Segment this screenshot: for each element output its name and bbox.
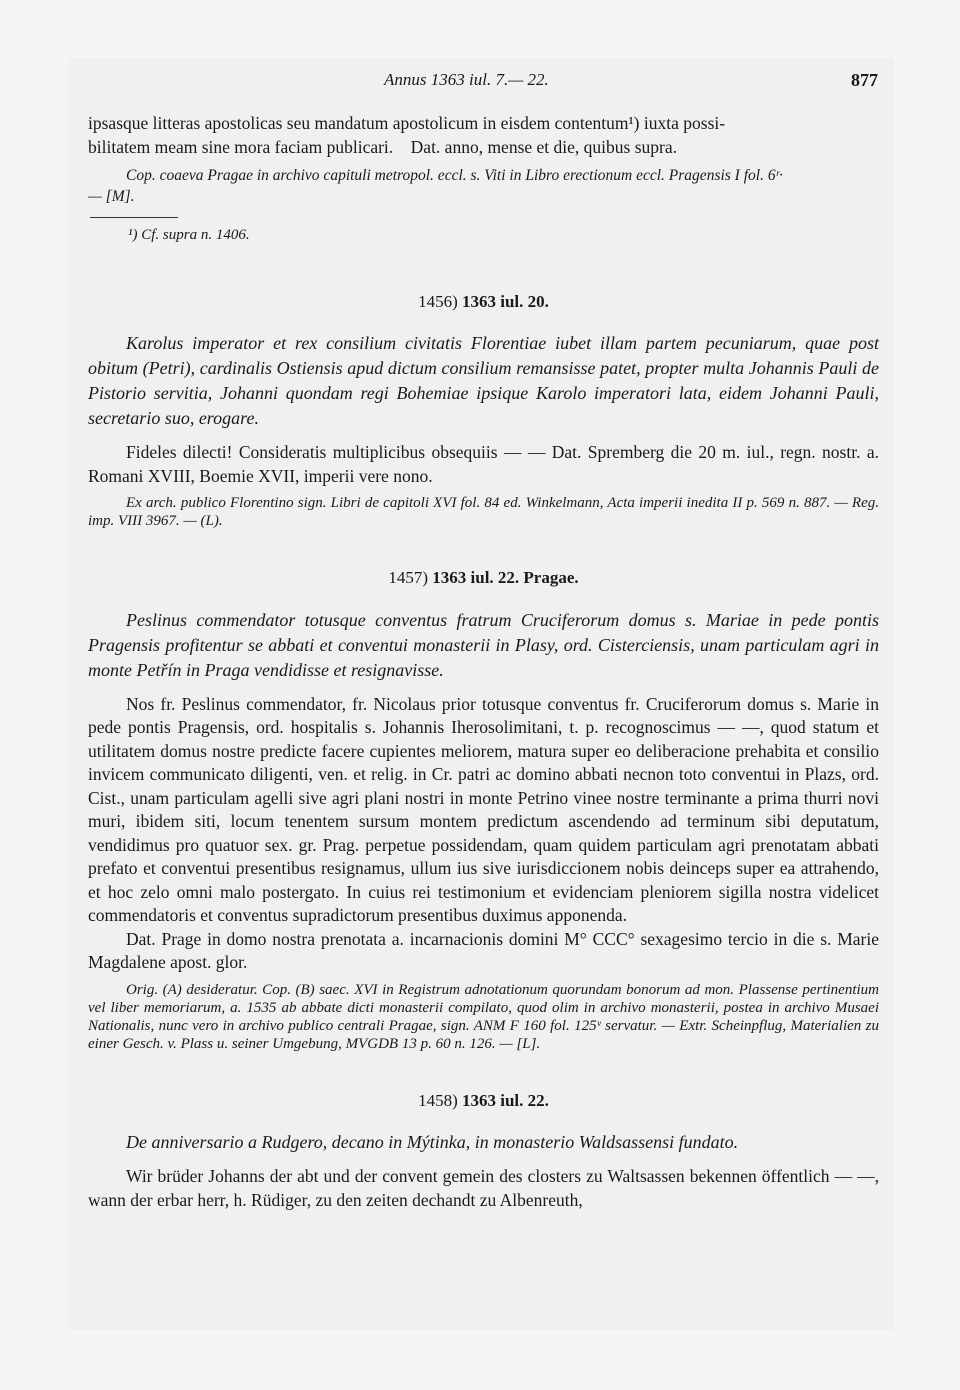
entry-date: 1363 iul. 20.: [462, 291, 549, 311]
footnote: ¹) Cf. supra n. 1406.: [128, 227, 250, 243]
entry-number: 1456): [418, 291, 458, 311]
prev-entry-text-line: ipsasque litteras apostolicas seu mandatum apostolicum in eisdem contentum¹) iuxta possi-: [88, 113, 726, 133]
page-body: [88, 112, 879, 1212]
prev-entry-source-line: — [M].: [88, 188, 135, 205]
prev-entry-source: [88, 165, 879, 207]
page-header: [88, 70, 878, 94]
entry-text: Fideles dilecti! Consideratis multiplicibus obsequiis — — Dat. Spremberg die 20 m. iul., regn. nostr. a. Romani XVIII, Boemie XVII, imperii vere nono.: [88, 442, 879, 486]
prev-entry: [88, 112, 879, 248]
entry-heading: [88, 566, 879, 590]
entry-regest: De anniversario a Rudgero, decano in Mýtinka, in monasterio Waldsassensi fundato.: [126, 1132, 739, 1152]
entry-1457: [88, 566, 879, 1053]
entry-date: 1363 iul. 22.: [432, 568, 520, 587]
prev-entry-text-line: bilitatem meam sine mora faciam publicari. Dat. anno, mense et die, quibus supra.: [88, 136, 677, 157]
prev-entry-source-line: Cop. coaeva Pragae in archivo capituli metropol. eccl. s. Viti in Libro erectionum eccl. Pragensis I fol. 6ʳ·: [126, 167, 783, 184]
running-head: Annus 1363 iul. 7.— 22.: [384, 70, 549, 89]
entry-text: Nos fr. Peslinus commendator, fr. Nicolaus prior totusque conventus fr. Cruciferorum domus s. Marie in pede pontis Pragensis, ord. hospitalis s. Johannis Iherosolimitani, t. p. recognoscimus — —, quod statum et utilitatem domus nostre predicte facere cupientes meliorem, matura super eo deliberacione prehabita et consilio invicem communicato diligenti, ven. et relig. in Cr. patri ac domino abbati necnon toto conventui in Plazs, ord. Cist., unam particulam agelli sive agri plani nostri in monte Petrino vinee nostre terminante a prima thurri novi muri, ibidem siti, locum tenentem sursum montem predictum ascendendo ad terminum sibi deputatum, vendidimus pro quatuor sex. gr. Prag. perpetue possidendam, quam quidem particulam agri prenotatam abbati prefato et conventui presentibus resignamus, ullum ius sive iurisdiccionem nobis deinceps super ea attrahendo, et hoc zelo omni malo postergato. In cuius rei testimonium et evidenciam pleniorem sigilla nostra videlicet commendatoris et conventus supradictorum presentibus duximus apponenda.: [88, 693, 879, 925]
entry-dating-clause: Dat. Prage in domo nostra prenotata a. incarnacionis domini M° CCC° sexagesimo tercio in die s. Marie Magdalene apost. glor.: [88, 928, 879, 972]
entry-heading: [88, 290, 879, 314]
entry-number: 1457): [388, 568, 429, 587]
entry-heading: [88, 1089, 879, 1113]
entry-regest: Karolus imperator et rex consilium civitatis Florentiae iubet illam partem pecuniarum, quae post obitum (Petri), cardinalis Ostiensis apud dictum consilium remansisse patet, propter multa Johannis Pauli de Pistorio servitia, Johanni quondam regi Bohemiae ipsique Karolo imperatori lata, eidem Johanni Pauli, secretario suo, erogare.: [88, 333, 879, 428]
entry-regest: Peslinus commendator totusque conventus fratrum Cruciferorum domus s. Mariae in pede pontis Pragensis profitentur se abbati et conventui monasterii in Plasy, ord. Cisterciensis, unam particulam agri in monte Petřín in Praga vendidisse et resignavisse.: [88, 609, 879, 680]
page-number: 877: [851, 70, 878, 90]
entry-source: Orig. (A) desideratur. Cop. (B) saec. XVI in Registrum adnotationum quorundam bonorum ad mon. Plassense pertinentium vel liber memoriarum, a. 1535 ab abbate dicti monasterii compilato, quod olim in archivo monasterii, postea in archivo Musaei Nationalis, nunc vero in archivo publico centrali Pragae, sign. ANM F 160 fol. 125ᵛ servatur. — Extr. Scheinpflug, Materialien zu einer Gesch. v. Plass u. seiner Umgebung, MVGDB 13 p. 60 n. 126. — [L].: [88, 981, 879, 1052]
entry-place: Pragae.: [523, 568, 579, 587]
entry-text: Wir brüder Johanns der abt und der convent gemein des closters zu Waltsassen bekennen öffentlich — —, wann der erbar herr, h. Rüdiger, zu den zeiten dechandt zu Albenreuth,: [88, 1166, 879, 1210]
entry-number: 1458): [418, 1090, 458, 1110]
footnote-rule: [90, 217, 178, 218]
entry-1458: [88, 1089, 879, 1213]
entry-1456: [88, 290, 879, 531]
entry-date: 1363 iul. 22.: [462, 1090, 549, 1110]
entry-source: Ex arch. publico Florentino sign. Libri de capitoli XVI fol. 84 ed. Winkelmann, Acta imperii inedita II p. 569 n. 887. — Reg. imp. VIII 3967. — (L).: [88, 495, 879, 529]
